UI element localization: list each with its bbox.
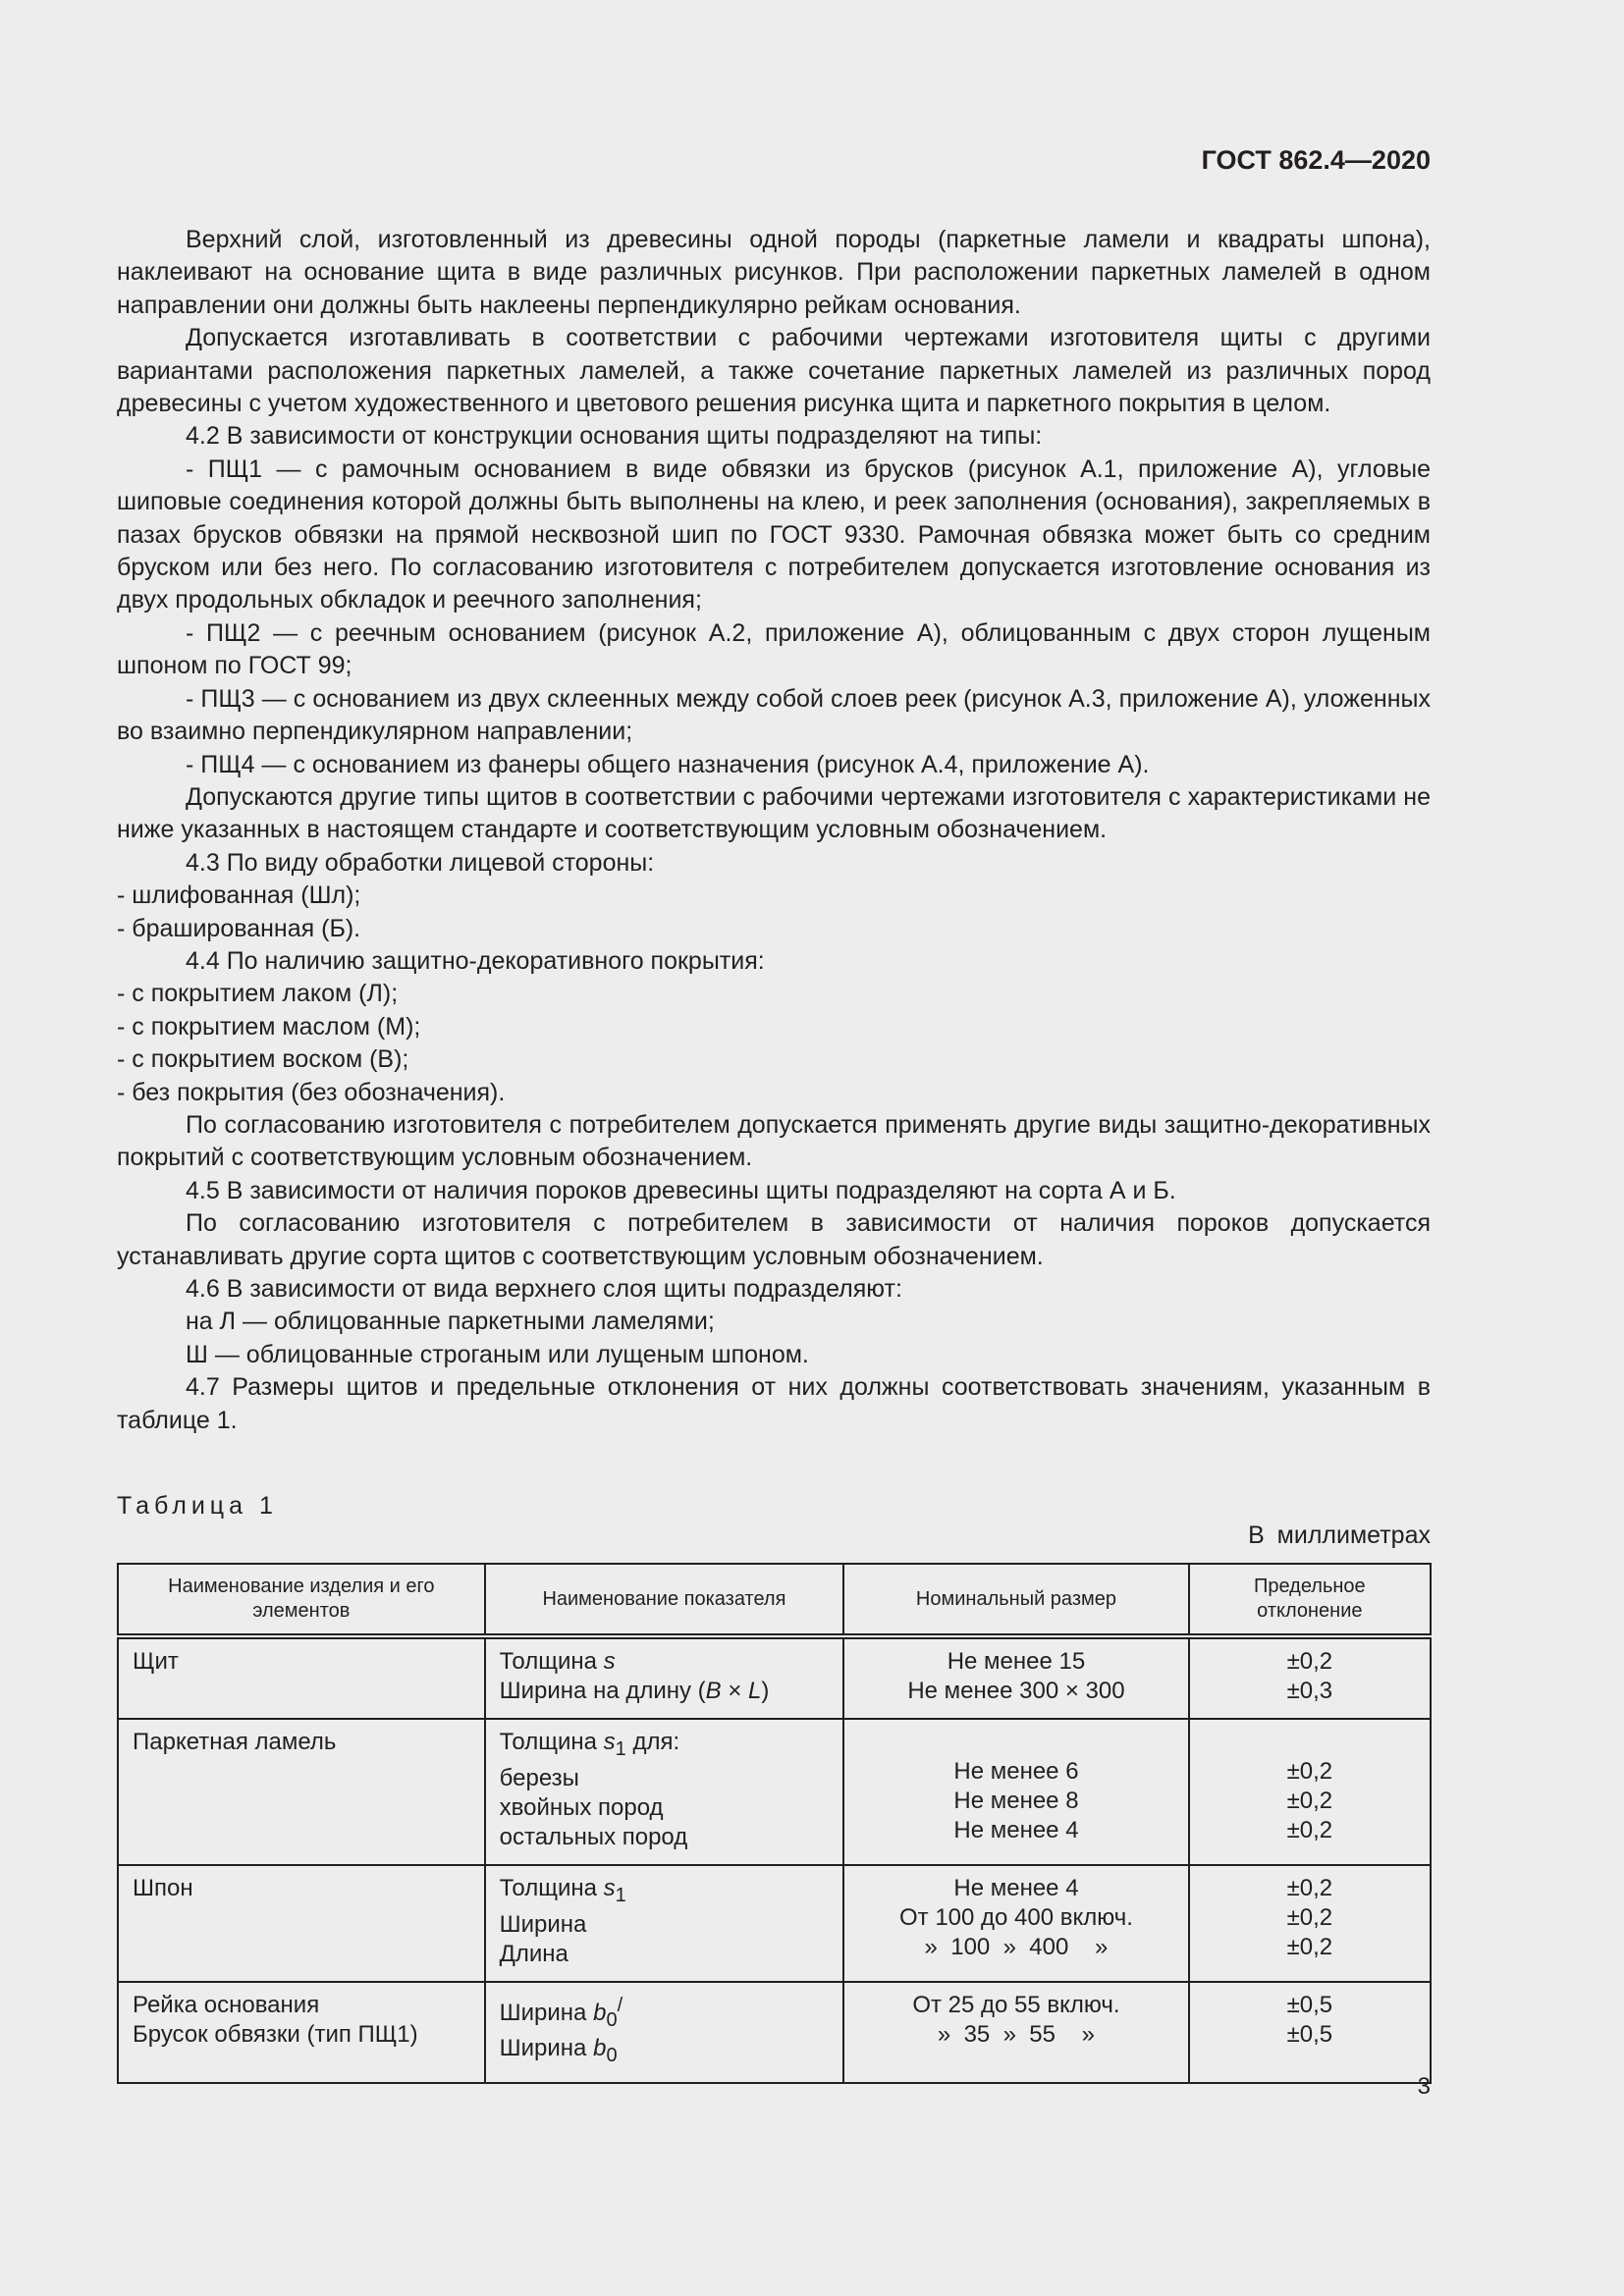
list-item: - брашированная (Б). [117,914,361,942]
cell-tolerance [1189,1636,1431,1719]
item-name: Паркетная ламель [133,1729,337,1755]
indicator-text: Толщина [499,1648,604,1675]
cell-nominal [843,1719,1188,1865]
list-item: - с покрытием маслом (М); [117,1012,421,1041]
indicator-line [500,1677,830,1706]
indicator-line [500,1874,830,1910]
variable: s [603,1648,616,1675]
cell-tolerance [1189,1865,1431,1982]
variable: s [603,1874,616,1901]
cell-item [118,1719,485,1865]
list-item: - шлифованная (Шл); [117,881,361,910]
tolerance-value: ±0,2 [1286,1903,1333,1931]
list-item: Ш — облицованные строганым или лущеным шпоном. [186,1340,809,1368]
cell-tolerance [1189,1982,1431,2084]
cell-indicator [485,1982,844,2084]
indicator-text: Ширина на длину ( [499,1678,706,1704]
spacer [858,1728,1173,1757]
spacer [1204,1728,1416,1757]
cell-item [118,1982,485,2084]
cell-item [118,1636,485,1719]
variable: b [593,2035,607,2062]
nominal-value: Не менее 6 [953,1758,1079,1785]
nominal-value: Не менее 300 × 300 [907,1678,1125,1704]
variable: B [705,1678,722,1704]
indicator-line [500,1991,830,2035]
cell-nominal [843,1636,1188,1719]
subscript: 0 [606,2008,618,2031]
indicator-text: Ширина [499,2035,594,2062]
list-item: - с покрытием воском (В); [117,1045,409,1074]
indicator-line: Ширина [499,1910,587,1938]
indicator-text: Толщина [499,1874,604,1901]
paragraph: Допускаются другие типы щитов в соответствии с рабочими чертежами изготовителя с характеристиками не ниже указанных в настоящем стандарте и соответствующим условным обозначением. [117,782,1431,844]
paragraph: По согласованию изготовителя с потребителем допускается применять другие виды защитно-декоративных покрытий с соответствующим условным обозначением. [117,1110,1431,1172]
list-item-pshch1: - ПЩ1 — с рамочным основанием в виде обвязки из брусков (рисунок А.1, приложение А), угловые шиповые соединения которой должны быть выполнены на клею, и реек заполнения (основания), закрепляемых в пазах брусков обвязки на прямой несквозной шип по ГОСТ 9330. Рамочная обвязка может быть со средним бруском или без него. По согласованию изготовителя с потребителем допускается изготовление основания из двух продольных обкладок и реечного заполнения; [117,454,1431,614]
item-name: Шпон [133,1874,193,1901]
tolerance-value: ±0,2 [1286,1874,1333,1901]
item-name: Брусок обвязки (тип ПЩ1) [133,2020,418,2048]
list-item: - без покрытия (без обозначения). [117,1078,506,1106]
indicator-line: хвойных пород [499,1793,664,1821]
table-units: В миллиметрах [1248,1522,1431,1549]
tolerance-value: ±0,2 [1286,1788,1333,1814]
section-4-7-heading: 4.7 Размеры щитов и предельные отклонения от них должны соответствовать значениям, указанным в таблице 1. [117,1373,1431,1434]
indicator-text: Ширина [499,1999,594,2026]
list-item: - с покрытием лаком (Л); [117,980,399,1008]
variable: L [748,1678,762,1704]
header-item-name: Наименование изделия и его элементов [118,1564,485,1636]
indicator-text: ) [761,1678,770,1704]
cell-nominal [843,1982,1188,2084]
indicator-line: Длина [499,1940,568,1967]
tolerance-value: ±0,5 [1286,1991,1333,2018]
nominal-value: Не менее 4 [953,1874,1079,1901]
section-4-2-heading: 4.2 В зависимости от конструкции основания щиты подразделяют на типы: [186,422,1043,451]
header-tolerance: Предельное отклонение [1189,1564,1431,1636]
subscript: 1 [615,1884,626,1906]
nominal-value: Не менее 8 [953,1788,1079,1814]
item-name: Рейка основания [133,1991,320,2018]
list-item-pshch4: - ПЩ4 — с основанием из фанеры общего назначения (рисунок А.4, приложение А). [186,750,1150,778]
cell-tolerance [1189,1719,1431,1865]
cell-item [118,1865,485,1982]
table-header-row [118,1564,1431,1636]
paragraph: Допускается изготавливать в соответствии с рабочими чертежами изготовителя щиты с другими вариантами расположения паркетных ламелей, а также сочетание паркетных ламелей из различных пород древесины с учетом художественного и цветового решения рисунка щита и паркетного покрытия в целом. [117,324,1431,418]
indicator-line: березы [499,1764,579,1791]
item-name: Щит [133,1648,179,1675]
tolerance-value: ±0,5 [1286,2020,1333,2048]
paragraph: Верхний слой, изготовленный из древесины одной породы (паркетные ламели и квадраты шпона), наклеивают на основание щита в виде различных рисунков. При расположении паркетных ламелей в одном направлении они должны быть наклеены перпендикулярно рейкам основания. [117,226,1431,319]
indicator-text: Толщина [499,1729,604,1755]
list-item-pshch3: - ПЩ3 — с основанием из двух склеенных между собой слоев реек (рисунок А.3, приложение А), уложенных во взаимно перпендикулярном направлении; [117,684,1431,746]
list-item: на Л — облицованные паркетными ламелями; [186,1308,715,1336]
standard-code-header: ГОСТ 862.4—2020 [1201,145,1431,175]
table-row [118,1865,1431,1982]
tolerance-value: ±0,2 [1286,1648,1333,1675]
dimensions-table [117,1563,1432,2084]
nominal-value: Не менее 15 [947,1648,1086,1675]
section-4-5-heading: 4.5 В зависимости от наличия пороков древесины щиты подразделяют на сорта А и Б. [186,1176,1176,1204]
table-row [118,1636,1431,1719]
cell-nominal [843,1865,1188,1982]
list-item-pshch2: - ПЩ2 — с реечным основанием (рисунок А.2, приложение А), облицованным с двух сторон лущеным шпоном по ГОСТ 99; [117,618,1431,680]
nominal-value: » 100 » 400 » [924,1933,1109,1960]
tolerance-value: ±0,2 [1286,1817,1333,1843]
paragraph: По согласованию изготовителя с потребителем в зависимости от наличия пороков допускается устанавливать другие сорта щитов с соответствующим условным обозначением. [117,1209,1431,1270]
cell-indicator [485,1865,844,1982]
page-number: 3 [1417,2073,1431,2100]
variable: s [603,1729,616,1755]
indicator-line [500,1728,830,1764]
section-4-3-heading: 4.3 По виду обработки лицевой стороны: [186,848,655,877]
variable: b [593,1999,607,2026]
indicator-line [500,2034,830,2070]
body-text [117,224,1431,1437]
nominal-value: Не менее 4 [953,1817,1079,1843]
nominal-value: От 25 до 55 включ. [912,1991,1120,2018]
cell-indicator [485,1719,844,1865]
nominal-value: » 35 » 55 » [937,2020,1096,2048]
header-nominal-size: Номинальный размер [843,1564,1188,1636]
table-title: Таблица 1 [117,1492,278,1520]
indicator-text: × [721,1678,749,1704]
tolerance-value: ±0,2 [1286,1758,1333,1785]
table-row [118,1982,1431,2084]
tolerance-value: ±0,2 [1286,1933,1333,1960]
section-4-6-heading: 4.6 В зависимости от вида верхнего слоя щиты подразделяют: [186,1275,902,1303]
superscript: / [617,1994,623,2016]
indicator-line [500,1647,830,1677]
nominal-value: От 100 до 400 включ. [898,1903,1133,1931]
indicator-text: для: [625,1729,680,1755]
subscript: 1 [615,1737,626,1760]
tolerance-value: ±0,3 [1286,1678,1333,1704]
indicator-line: остальных пород [499,1823,688,1850]
subscript: 0 [606,2045,618,2067]
table-row [118,1719,1431,1865]
section-4-4-heading: 4.4 По наличию защитно-декоративного покрытия: [186,946,765,975]
header-indicator: Наименование показателя [485,1564,844,1636]
cell-indicator [485,1636,844,1719]
